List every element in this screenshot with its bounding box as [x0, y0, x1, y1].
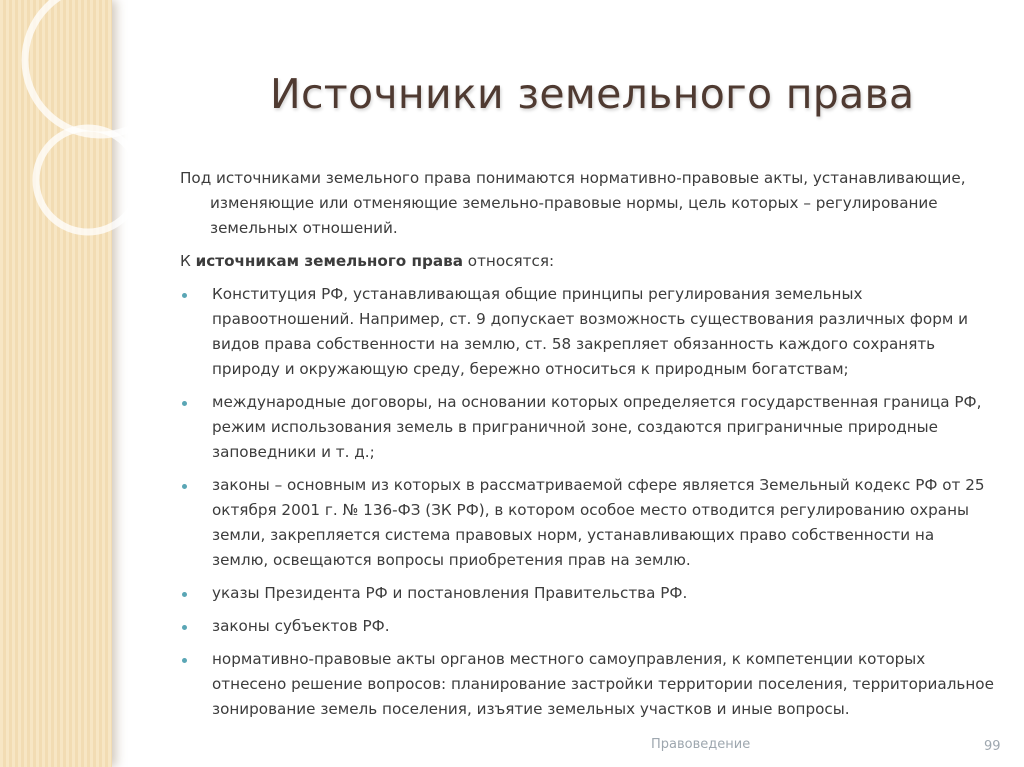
list-item-text: законы – основным из которых в рассматриваемой сфере является Земельный кодекс РФ от 25 октября 2001 г. № 136-ФЗ (ЗК РФ), в котором особое место отводится регулированию охраны земли, закрепляется система правовых норм, устанавливающих право собственности на землю, освещаются вопросы приобретения прав на землю. — [212, 476, 985, 569]
list-item-text: нормативно-правовые акты органов местного самоуправления, к компетенции которых отнесено решение вопросов: планирование застройки территории поселения, территориальное зонирование земель поселения, изъятие земельных участков и иные вопросы. — [212, 650, 994, 718]
sources-prefix: К — [180, 252, 196, 270]
sources-suffix: относятся: — [462, 252, 555, 270]
decorative-rings — [0, 0, 200, 260]
list-item-text: международные договоры, на основании которых определяется государственная граница РФ, режим использования земель в приграничной зоне, создаются приграничные природные заповедники и т. д.; — [212, 393, 982, 461]
footer-label: Правоведение — [651, 737, 751, 752]
list-item — [180, 614, 995, 639]
bullet-dot-icon — [182, 293, 187, 298]
sources-bold-term: источникам земельного права — [195, 252, 463, 270]
bullet-dot-icon — [182, 592, 187, 597]
list-item — [180, 390, 995, 465]
bullet-dot-icon — [182, 401, 187, 406]
intro-paragraph: Под источниками земельного права понимаются нормативно-правовые акты, устанавливающие, изменяющие или отменяющие земельно-правовые нормы, цель которых – регулирование земельных отношений. — [180, 169, 966, 237]
list-item-text: законы субъектов РФ. — [212, 617, 390, 635]
decorative-ring-small — [36, 128, 140, 232]
slide-content — [180, 166, 995, 730]
list-item-text: указы Президента РФ и постановления Правительства РФ. — [212, 584, 688, 602]
decorative-ring-large — [25, 0, 175, 135]
list-item — [180, 647, 995, 722]
list-item — [180, 581, 995, 606]
bullet-dot-icon — [182, 658, 187, 663]
sources-list — [180, 282, 995, 722]
page-number: 99 — [984, 739, 1001, 754]
sources-heading — [180, 249, 995, 274]
list-item — [180, 282, 995, 382]
bullet-dot-icon — [182, 484, 187, 489]
list-item-text: Конституция РФ, устанавливающая общие принципы регулирования земельных правоотношений. Например, ст. 9 допускает возможность существования различных форм и видов права собственности на землю, ст. 58 закрепляет обязанность каждого сохранять природу и окружающую среду, бережно относиться к природным богатствам; — [212, 285, 968, 378]
list-item — [180, 473, 995, 573]
slide-title: Источники земельного права — [270, 70, 915, 118]
bullet-dot-icon — [182, 625, 187, 630]
